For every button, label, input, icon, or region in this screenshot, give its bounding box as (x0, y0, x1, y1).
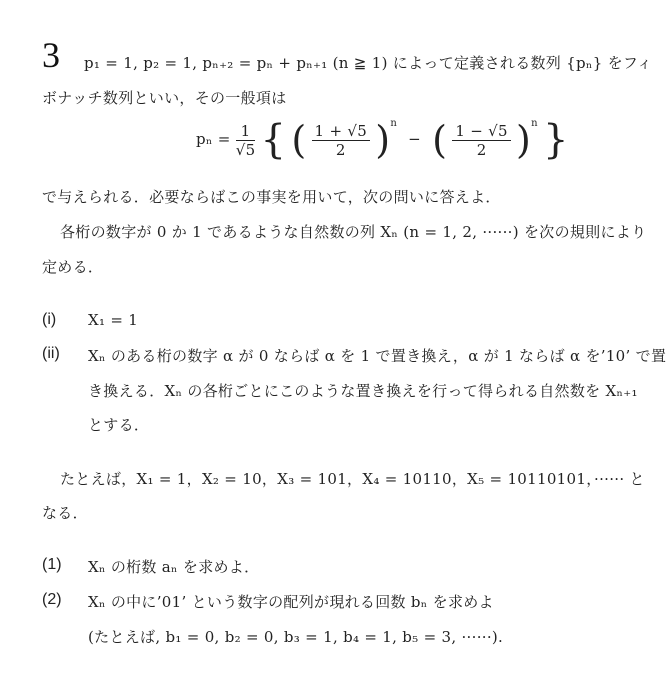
question-2-line-1: Xₙ の中に’01’ という数字の配列が現れる回数 bₙ を求めよ (88, 593, 494, 611)
formula-coef-numerator: 1 (236, 122, 256, 141)
formula-coef-denominator: √5 (235, 140, 256, 159)
formula-minus: − (408, 130, 422, 148)
example-line-1: たとえば，X₁ = 1，X₂ = 10，X₃ = 101，X₄ = 10110，X₅ = 10110101，······ と (60, 470, 645, 488)
question-label-1: (1) (42, 556, 62, 573)
problem-number: 3 (42, 35, 60, 75)
formula-exponent-b: n (531, 118, 538, 129)
after-formula-text: で与えられる．必要ならばこの事実を用いて，次の問いに答えよ． (42, 188, 501, 206)
right-paren-b: ) (515, 118, 532, 162)
rule-ii-line-1: Xₙ のある桁の数字 α が 0 ならば α を 1 で置き換え，α が 1 ならば α を’10’ で置 (88, 347, 667, 365)
rule-ii-line-3: とする． (88, 416, 150, 434)
fibonacci-formula (196, 117, 569, 163)
example-line-2: なる． (42, 504, 88, 522)
formula-term-b (452, 122, 511, 159)
formula-coefficient (236, 122, 256, 159)
formula-lhs: pₙ = (196, 130, 231, 148)
question-1-line-1: Xₙ の桁数 aₙ を求めよ． (88, 558, 260, 576)
question-2-line-2: (たとえば, b₁ = 0, b₂ = 0, b₃ = 1, b₄ = 1, b₅ = 3, ······). (88, 628, 504, 646)
left-paren-b: ( (432, 118, 448, 162)
rule-label-i: (i) (42, 311, 57, 328)
left-brace: { (260, 117, 287, 163)
formula-a-numerator: 1 + √5 (312, 122, 371, 141)
intro-line-2: ボナッチ数列といい，その一般項は (42, 89, 287, 107)
rule-i-line-1: X₁ = 1 (88, 311, 139, 329)
rule-intro-line-1: 各桁の数字が 0 か 1 であるような自然数の列 Xₙ (n = 1, 2, ······) を次の規則により (60, 223, 647, 241)
rule-intro-line-2: 定める． (42, 258, 104, 276)
left-paren-a: ( (291, 118, 307, 162)
right-paren-a: ) (375, 118, 391, 162)
right-brace: } (542, 117, 569, 163)
formula-b-numerator: 1 − √5 (452, 122, 511, 141)
rule-label-ii: (ii) (42, 345, 60, 362)
formula-exponent-a: n (390, 118, 398, 129)
formula-b-denominator: 2 (476, 140, 487, 159)
intro-line-1: p₁ = 1, p₂ = 1, pₙ₊₂ = pₙ + pₙ₊₁ (n ≧ 1) によって定義される数列 {pₙ} をフィ (84, 54, 653, 72)
formula-term-a (312, 122, 371, 159)
rule-ii-line-2: き換える．Xₙ の各桁ごとにこのような置き換えを行って得られる自然数を Xₙ₊₁ (88, 382, 638, 400)
question-label-2: (2) (42, 591, 62, 608)
formula-a-denominator: 2 (335, 140, 346, 159)
